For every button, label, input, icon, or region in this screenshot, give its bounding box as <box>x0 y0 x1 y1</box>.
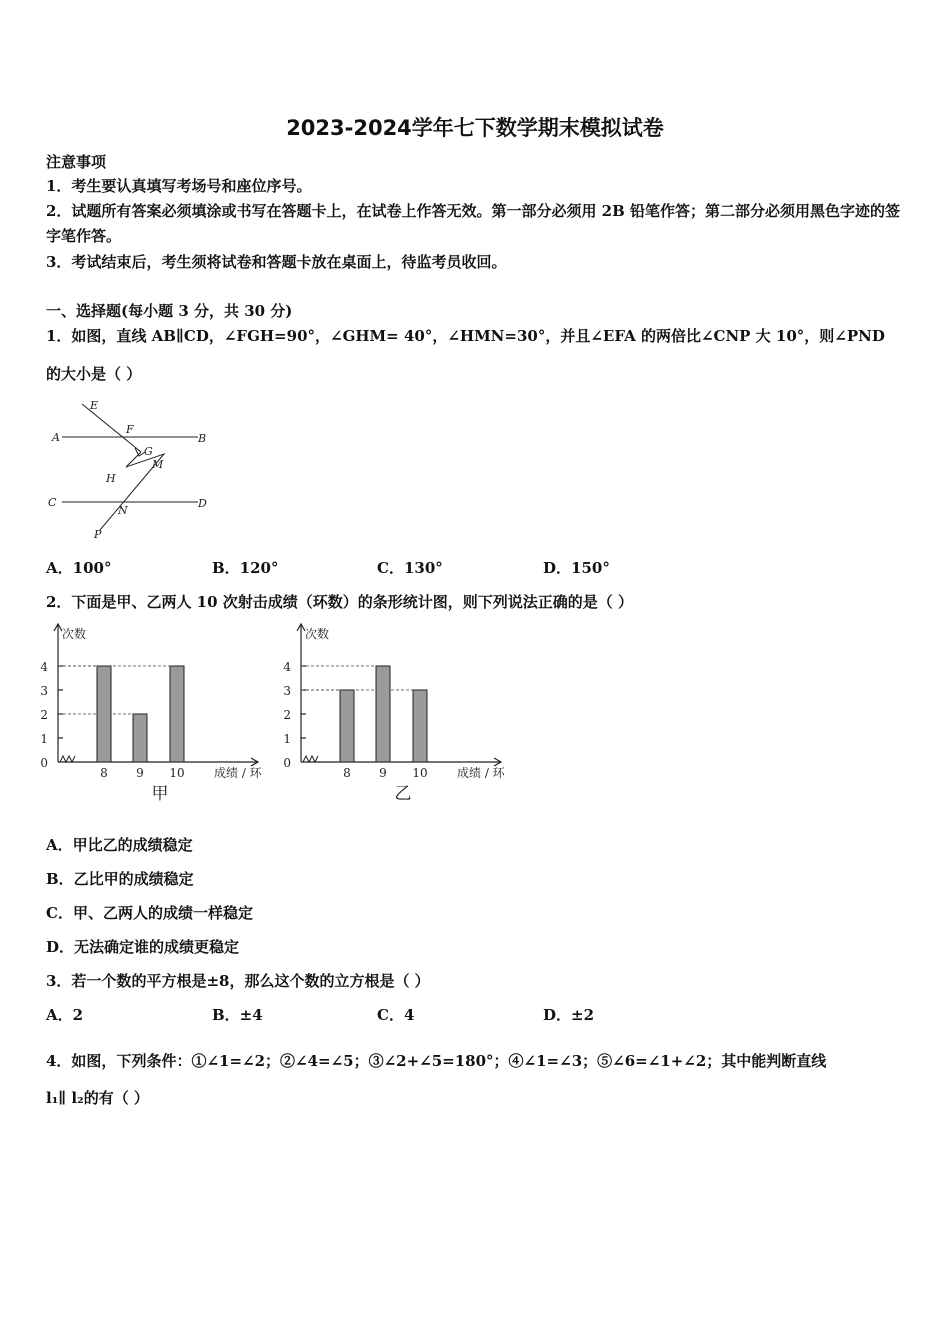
q2-option-d: D．无法确定谁的成绩更稳定 <box>46 938 240 956</box>
section-heading: 一、选择题(每小题 3 分，共 30 分) <box>46 302 293 320</box>
label-c: C <box>48 496 57 509</box>
q2-option-c: C．甲、乙两人的成绩一样稳定 <box>46 904 253 922</box>
y-axis-label: 次数 <box>62 627 87 641</box>
x-axis-label: 成绩 / 环 <box>457 766 505 780</box>
x-tick-label: 9 <box>379 766 387 780</box>
label-f: F <box>126 423 134 436</box>
q4-stem-line2: l₁∥ l₂的有（ ） <box>46 1089 149 1107</box>
notice-item-3: 3．考试结束后，考生须将试卷和答题卡放在桌面上，待监考员收回。 <box>46 253 507 271</box>
bar-9 <box>133 714 147 762</box>
x-tick-label: 8 <box>343 766 351 780</box>
q1-stem-line2: 的大小是（ ） <box>46 365 142 383</box>
page-title: 2023-2024学年七下数学期末模拟试卷 <box>286 116 664 140</box>
label-a: A <box>52 431 60 444</box>
bar-8 <box>97 666 111 762</box>
label-n: N <box>118 504 128 517</box>
y-axis-label: 次数 <box>305 627 330 641</box>
q3-option-a: A．2 <box>46 1006 84 1024</box>
axis-break-mark <box>60 756 75 762</box>
q3-option-c: C．4 <box>377 1006 415 1024</box>
label-h: H <box>106 472 116 485</box>
x-tick-label: 10 <box>412 766 428 780</box>
label-e: E <box>90 399 99 412</box>
y-tick-label: 0 <box>40 756 48 770</box>
bar-10 <box>413 690 427 762</box>
y-tick-label: 2 <box>40 708 48 722</box>
label-p: P <box>94 528 102 541</box>
chart-yi <box>283 618 523 808</box>
y-tick-label: 1 <box>283 732 291 746</box>
q3-option-b: B．±4 <box>212 1006 263 1024</box>
label-d: D <box>198 497 207 510</box>
q2-option-b: B．乙比甲的成绩稳定 <box>46 870 194 888</box>
q1-option-b: B．120° <box>212 559 279 577</box>
y-tick-label: 4 <box>283 660 291 674</box>
q4-stem-line1: 4．如图，下列条件：①∠1=∠2；②∠4=∠5；③∠2+∠5=180°；④∠1=∠3；⑤∠6=∠1+∠2；其中能判断直线 <box>46 1052 827 1070</box>
y-tick-label: 3 <box>40 684 48 698</box>
q3-stem: 3．若一个数的平方根是±8，那么这个数的立方根是（ ） <box>46 972 430 990</box>
q3-option-d: D．±2 <box>543 1006 595 1024</box>
notice-heading: 注意事项 <box>46 153 107 171</box>
label-g: G <box>144 445 153 458</box>
x-axis-label: 成绩 / 环 <box>214 766 262 780</box>
notice-item-2: 2．试题所有答案必须填涂或书写在答题卡上，在试卷上作答无效。第一部分必须用 2B 铅笔作答；第二部分必须用黑色字迹的签字笔作答。 <box>46 202 901 245</box>
q1-option-d: D．150° <box>543 559 610 577</box>
chart-title: 乙 <box>394 784 412 804</box>
q1-option-a: A．100° <box>46 559 112 577</box>
y-tick-label: 2 <box>283 708 291 722</box>
q1-figure <box>40 390 230 550</box>
y-tick-label: 1 <box>40 732 48 746</box>
q1-option-c: C．130° <box>377 559 443 577</box>
notice-item-1: 1．考生要认真填写考场号和座位序号。 <box>46 177 312 195</box>
bar-8 <box>340 690 354 762</box>
axis-break-mark <box>303 756 318 762</box>
y-tick-label: 4 <box>40 660 48 674</box>
q1-stem-line1: 1．如图，直线 AB∥CD，∠FGH=90°，∠GHM= 40°，∠HMN=30°，并且∠EFA 的两倍比∠CNP 大 10°，则∠PND <box>46 327 885 345</box>
q2-stem: 2．下面是甲、乙两人 10 次射击成绩（环数）的条形统计图，则下列说法正确的是（ ） <box>46 593 633 611</box>
x-tick-label: 8 <box>100 766 108 780</box>
q2-option-a: A．甲比乙的成绩稳定 <box>46 836 193 854</box>
y-tick-label: 0 <box>283 756 291 770</box>
label-b: B <box>198 432 207 445</box>
bar-10 <box>170 666 184 762</box>
x-tick-label: 10 <box>169 766 185 780</box>
bar-9 <box>376 666 390 762</box>
label-m: M <box>152 458 164 471</box>
chart-jia <box>40 618 280 808</box>
y-tick-label: 3 <box>283 684 291 698</box>
x-tick-label: 9 <box>136 766 144 780</box>
chart-title: 甲 <box>151 784 169 804</box>
